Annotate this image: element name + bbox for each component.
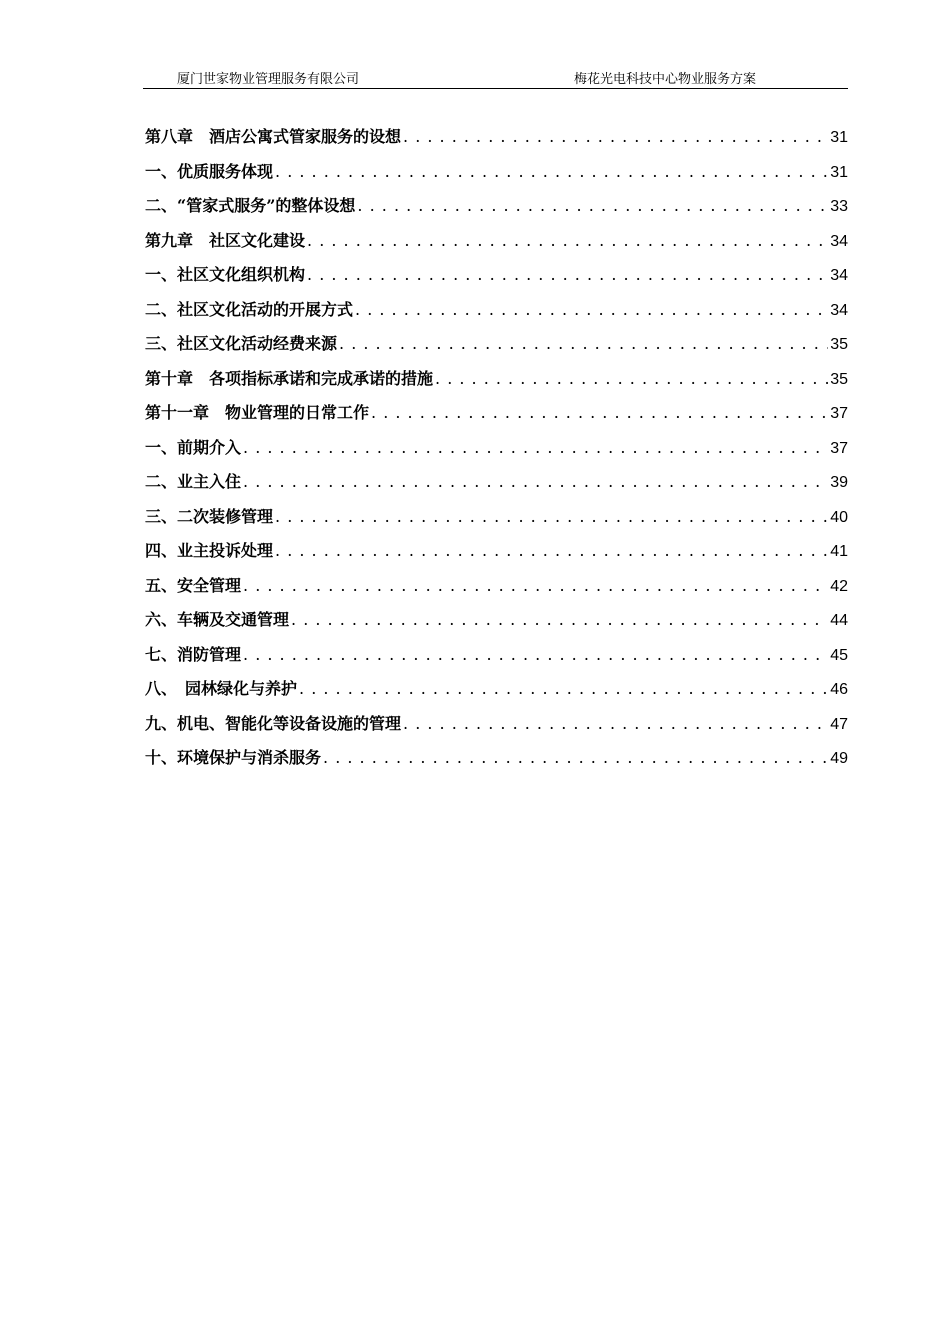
toc-entry[interactable]	[145, 193, 848, 228]
toc-entry-page: 34	[830, 267, 848, 284]
toc-entry-page: 34	[830, 232, 848, 250]
toc-dot-leader	[299, 679, 828, 698]
toc-entry[interactable]	[145, 366, 848, 401]
toc-entry-page: 37	[830, 405, 848, 422]
toc-entry[interactable]	[145, 435, 848, 470]
toc-entry-title: 二、业主入住	[145, 472, 242, 491]
toc-entry[interactable]	[145, 297, 848, 332]
toc-dot-leader	[243, 472, 828, 491]
toc-entry-page: 40	[830, 508, 848, 526]
toc-entry-page: 31	[830, 129, 848, 146]
toc-entry-title: 九、机电、智能化等设备设施的管理	[145, 713, 402, 733]
toc-entry[interactable]	[145, 159, 848, 194]
toc-entry[interactable]	[145, 607, 848, 642]
toc-entry[interactable]	[145, 124, 848, 159]
toc-entry[interactable]	[145, 228, 848, 263]
toc-entry[interactable]	[145, 400, 848, 435]
toc-entry-page: 46	[830, 681, 848, 698]
toc-entry[interactable]	[145, 469, 848, 504]
page-header	[143, 66, 848, 89]
toc-entry-page: 31	[830, 163, 848, 181]
toc-entry-page: 39	[830, 474, 848, 491]
toc-entry-page: 49	[830, 750, 848, 767]
toc-entry[interactable]	[145, 745, 848, 780]
toc-entry-title: 第八章 酒店公寓式管家服务的设想	[145, 127, 402, 146]
toc-dot-leader	[307, 231, 828, 250]
toc-entry[interactable]	[145, 504, 848, 539]
toc-dot-leader	[339, 334, 828, 353]
toc-entry-page: 34	[830, 301, 848, 319]
toc-entry[interactable]	[145, 676, 848, 711]
toc-dot-leader	[275, 162, 828, 181]
toc-entry-title: 三、二次装修管理	[145, 506, 274, 526]
toc-entry-page: 41	[830, 543, 848, 560]
toc-dot-leader	[291, 610, 828, 629]
toc-dot-leader	[243, 645, 828, 664]
toc-dot-leader	[357, 196, 828, 215]
toc-entry-title: 一、前期介入	[145, 437, 242, 457]
toc-entry[interactable]	[145, 711, 848, 746]
toc-dot-leader	[403, 127, 828, 146]
toc-dot-leader	[355, 300, 828, 319]
toc-entry-title: 二、社区文化活动的开展方式	[145, 299, 354, 319]
toc-entry-title: 四、业主投诉处理	[145, 541, 274, 560]
toc-dot-leader	[403, 714, 828, 733]
table-of-contents	[145, 124, 848, 780]
toc-entry-title: 五、安全管理	[145, 575, 242, 595]
toc-entry-page: 45	[830, 646, 848, 664]
toc-entry-page: 35	[830, 370, 848, 388]
toc-dot-leader	[275, 541, 828, 560]
toc-entry-page: 35	[830, 336, 848, 353]
toc-entry-title: 第十章 各项指标承诺和完成承诺的措施	[145, 368, 434, 388]
toc-entry-title: 六、车辆及交通管理	[145, 610, 290, 629]
toc-entry-title: 三、社区文化活动经费来源	[145, 334, 338, 353]
header-document-title: 梅花光电科技中心物业服务方案	[573, 72, 756, 87]
toc-dot-leader	[435, 369, 828, 388]
toc-entry-title: 一、社区文化组织机构	[145, 265, 306, 284]
toc-entry[interactable]	[145, 573, 848, 608]
toc-entry-title: 八、 园林绿化与养护	[145, 679, 298, 698]
toc-dot-leader	[243, 576, 828, 595]
toc-dot-leader	[243, 438, 828, 457]
toc-entry[interactable]	[145, 331, 848, 366]
toc-dot-leader	[275, 507, 828, 526]
toc-entry-page: 47	[830, 715, 848, 733]
toc-dot-leader	[371, 403, 828, 422]
toc-entry-page: 33	[830, 198, 848, 215]
toc-entry-title: 七、消防管理	[145, 644, 242, 664]
toc-entry-page: 37	[830, 439, 848, 457]
toc-entry-title: 第九章 社区文化建设	[145, 230, 306, 250]
header-company-name: 厦门世家物业管理服务有限公司	[177, 72, 360, 87]
toc-entry-title: 一、优质服务体现	[145, 161, 274, 181]
toc-entry-title: 十、环境保护与消杀服务	[145, 748, 322, 767]
toc-dot-leader	[307, 265, 828, 284]
toc-entry[interactable]	[145, 538, 848, 573]
toc-entry-page: 42	[830, 577, 848, 595]
toc-dot-leader	[323, 748, 828, 767]
toc-entry-page: 44	[830, 612, 848, 629]
toc-entry[interactable]	[145, 262, 848, 297]
toc-entry-title: 第十一章 物业管理的日常工作	[145, 403, 370, 422]
toc-entry-title: 二、“管家式服务”的整体设想	[145, 196, 356, 215]
toc-entry[interactable]	[145, 642, 848, 677]
